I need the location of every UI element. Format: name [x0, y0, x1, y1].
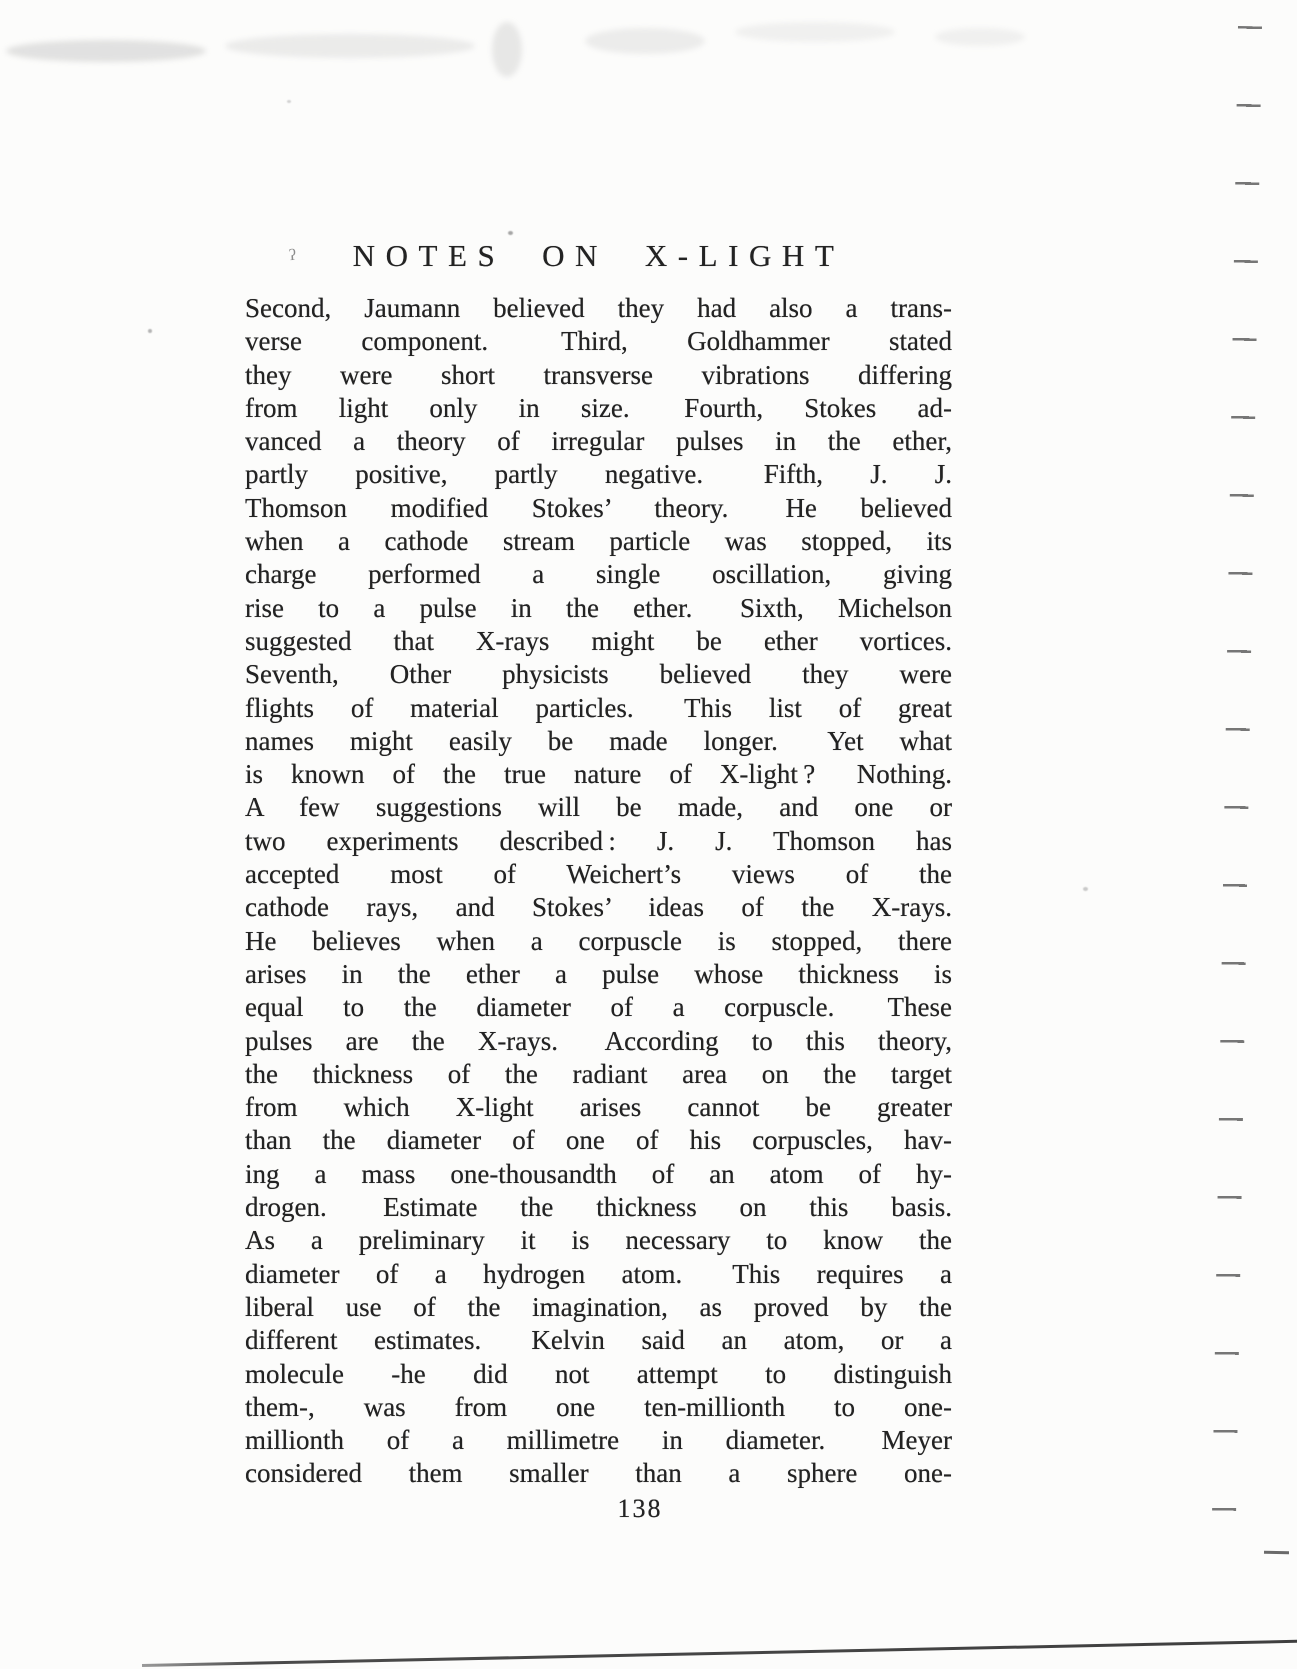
ink-speck	[508, 231, 513, 235]
ink-speck	[1083, 887, 1088, 891]
body-text-line: diameter of a hydrogen atom. This requires a	[245, 1258, 952, 1289]
body-text-line: they were short transverse vibrations differing	[245, 359, 952, 390]
page-title: NOTES ON X-LIGHT	[352, 238, 845, 273]
body-text-line: partly positive, partly negative. Fifth, J. J.	[245, 459, 952, 490]
body-text-line: equal to the diameter of a corpuscle. These	[245, 992, 952, 1023]
body-text-line: suggested that X-rays might be ether vortices.	[245, 625, 952, 656]
body-text-line: He believes when a corpuscle is stopped, there	[245, 925, 952, 956]
body-text-line: from which X-light arises cannot be greater	[245, 1092, 952, 1123]
body-text-line: the thickness of the radiant area on the target	[245, 1058, 952, 1089]
scan-smudge	[492, 22, 522, 77]
ink-speck	[148, 329, 152, 333]
body-text-line: them-, was from one ten-millionth to one-	[245, 1391, 952, 1422]
page-edge-marks	[1212, 26, 1262, 1512]
body-text-line: pulses are the X-rays. According to this theory,	[245, 1025, 952, 1056]
body-text-line: rise to a pulse in the ether. Sixth, Michelson	[245, 592, 952, 623]
body-text-line: different estimates. Kelvin said an atom, or a	[245, 1325, 952, 1356]
body-text-line: Thomson modified Stokes’ theory. He believed	[245, 492, 952, 523]
body-text-line: verse component. Third, Goldhammer stated	[245, 326, 952, 357]
body-text-line: drogen. Estimate the thickness on this basis.	[245, 1192, 952, 1223]
body-text-line: A few suggestions will be made, and one or	[245, 792, 952, 823]
body-text-line: accepted most of Weichert’s views of the	[245, 859, 952, 890]
page-edge-mark	[1264, 1551, 1289, 1554]
body-text-line: is known of the true nature of X-light ? Nothing.	[245, 759, 952, 790]
body-text	[245, 292, 952, 1491]
scan-smudge	[225, 34, 475, 58]
scan-smudge	[6, 40, 206, 62]
body-text-line: molecule -he did not attempt to distinguish	[245, 1358, 952, 1389]
scan-smudge	[935, 28, 1025, 46]
body-text-line: flights of material particles. This list of great	[245, 692, 952, 723]
body-text-line: arises in the ether a pulse whose thickness is	[245, 958, 952, 989]
body-text-line: from light only in size. Fourth, Stokes ad-	[245, 392, 952, 423]
body-text-line: considered them smaller than a sphere one-	[245, 1458, 952, 1489]
body-text-line: cathode rays, and Stokes’ ideas of the X-rays.	[245, 892, 952, 923]
body-text-line: names might easily be made longer. Yet what	[245, 725, 952, 756]
body-text-line: millionth of a millimetre in diameter. Meyer	[245, 1425, 952, 1456]
body-text-line: two experiments described : J. J. Thomson has	[245, 825, 952, 856]
body-text-line: Seventh, Other physicists believed they were	[245, 659, 952, 690]
scan-smudge	[585, 28, 705, 54]
body-text-line: As a preliminary it is necessary to know the	[245, 1225, 952, 1256]
page-bottom-edge-line	[142, 1640, 1297, 1667]
page-number: 138	[617, 1494, 663, 1523]
body-text-line: Second, Jaumann believed they had also a trans-	[245, 293, 952, 323]
body-text-line: ing a mass one-thousandth of an atom of hy-	[245, 1158, 952, 1189]
ink-speck	[287, 100, 291, 103]
body-text-line: charge performed a single oscillation, giving	[245, 559, 952, 590]
body-text-line: vanced a theory of irregular pulses in the ether,	[245, 426, 952, 457]
body-text-line: when a cathode stream particle was stopped, its	[245, 526, 952, 557]
print-artifact-mark: ʔ	[288, 246, 297, 265]
body-text-line: liberal use of the imagination, as proved by the	[245, 1291, 952, 1322]
body-text-line: than the diameter of one of his corpuscles, hav-	[245, 1125, 952, 1156]
scan-smudge	[735, 22, 895, 42]
